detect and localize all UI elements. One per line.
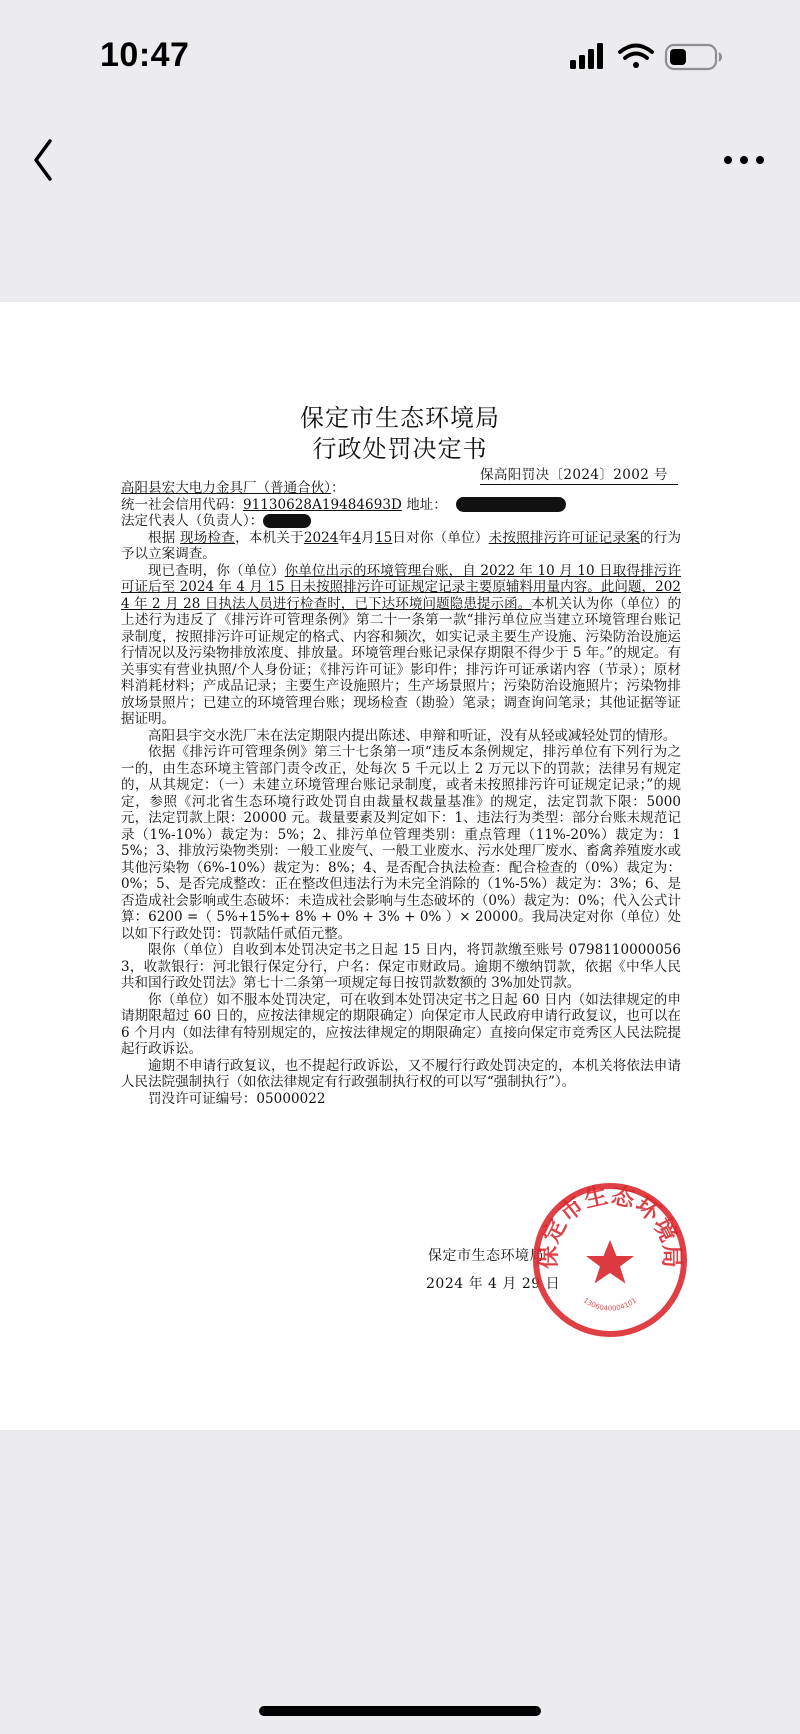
redacted-legal-rep [263,514,311,528]
doc-title-type: 行政处罚决定书 [312,435,488,463]
seal-text: 保定市生态环境局 [534,1181,686,1269]
party-line: 高阳县宏大电力金具厂（普通合伙）： [121,480,345,496]
paragraph-enforcement: 逾期不申请行政复议，也不提起行政诉讼，又不履行行政处罚决定的，本机关将依法申请人民法院强制执行（如依法律规定有行政强制执行权的可以写“强制执行”）。 [121,1057,681,1090]
paragraph-facts: 现已查明，你（单位）你单位出示的环境管理台账，自 2022 年 10 月 10 日取得排污许可证后至 2024 年 4 月 15 日未按照排污许可证规定记录主要原辅料用量内容。此问题，2024 年 2 月 28 日执法人员进行检查时，已下达环境问题隐患提示函。本机关认为你（单位）的上述行为违反了《排污许可管理条例》第二十一条第一款“排污单位应当建立环境管理台账记录制度，按照排污许可证规定的格式、内容和频次，如实记录主要生产设施、污染防治设施运行情况以及污染物排放浓度、排放量。环境管理台账记录保存期限不得少于 5 年。”的规定。有关事实有营业执照/个人身份证；《排污许可证》影印件；排污许可证承诺内容（节录）；原材料消耗材料；产成品记录；主要生产设施照片；生产场景照片；污染防治设施照片；污染物排放场景照片；已建立的环境管理台账；现场检查（勘验）笔录；调查询问笔录；其他证据等证据证明。 [121,562,682,727]
document-viewer[interactable] [0,302,800,1430]
home-indicator[interactable] [259,1706,541,1716]
seal-code: 1306040004101 [581,1296,639,1313]
status-time: 10:47 [100,36,190,74]
cellular-signal-icon [570,43,603,69]
svg-text:1306040004101 [582,1296,639,1312]
permit-number: 05000022 [256,1090,326,1107]
status-icons [570,42,740,72]
nav-bar [0,120,800,200]
status-bar [0,0,800,120]
permit-line: 罚没许可证编号：05000022 [148,1090,326,1107]
five-point-star-icon [586,1240,634,1284]
signing-date: 2024 年 4 月 29 日 [426,1276,561,1292]
penalty-decision-document [0,302,800,1430]
redacted-address [456,497,566,512]
back-button[interactable] [26,132,74,188]
paragraph-case-filing: 根据 现场检查，本机关于2024年4月15日对你（单位）未按照排污许可证记录案的行为予以立案调查。 [121,529,681,562]
paragraph-payment: 限你（单位）自收到本处罚决定书之日起 15 日内，将罚款缴至账号 07981100000563，收款银行：河北银行保定分行，户名：保定市财政局。逾期不缴纳罚款，依据《中华人民共和国行政处罚法》第七十二条第一项规定每日按罚款数额的 3%加处罚款。 [121,942,681,991]
chevron-left-icon [26,132,74,188]
party-name: 高阳县宏大电力金具厂（普通合伙） [121,480,332,496]
more-button[interactable] [716,140,776,180]
legal-rep-line: 法定代表人（负责人）： [121,513,681,530]
ellipsis-icon [716,140,776,180]
paragraph-appeal: 你（单位）如不服本处罚决定，可在收到本处罚决定书之日起 60 日内（如法律规定的申请期限超过 60 日的，应按法律规定的期限确定）向保定市人民政府申请行政复议，也可以在 6 个月内（如法律有特别规定的，应按法律规定的期限确定）直接向保定市竞秀区人民法院提起行政诉讼。 [121,991,681,1057]
doc-number: 保高阳罚决〔2024〕2002 号 [480,463,678,485]
battery-icon [666,45,721,69]
wifi-icon [620,46,652,69]
document-body [121,480,681,1107]
paragraph-statement: 高阳县宇交水洗厂未在法定期限内提出陈述、申辩和听证，没有从轻或减轻处罚的情形。 [148,727,677,744]
official-seal [530,1180,690,1340]
credit-code: 91130628A19484693D [242,496,402,513]
doc-title-agency: 保定市生态环境局 [300,404,500,432]
credit-code-line: 统一社会信用代码：91130628A19484693D 地址： [121,497,681,514]
paragraph-legal-basis: 依据《排污许可管理条例》第三十七条第一项“违反本条例规定，排污单位有下列行为之一的，由生态环境主管部门责令改正，处每次 5 千元以上 2 万元以下的罚款；法律另有规定的，从其规定：（一）未建立环境管理台账记录制度，或者未按照排污许可证规定记录；”的规定，参照《河北省生态环境行政处罚自由裁量权裁量基准》的规定，法定罚款下限：5000 元，法定罚款上限：20000 元。裁量要素及判定如下：1、违法行为类型：部分台账未规范记录（1%-10%）裁定为：5%；2、排污单位管理类别：重点管理（11%-20%）裁定为：15%；3、排放污染物类别：一般工业废气、一般工业废水、污水处理厂废水、畜禽养殖废水或其他污染物（6%-10%）裁定为：8%；4、是否配合执法检查：配合检查的（0%）裁定为：0%；5、是否完成整改：正在整改但违法行为未完全消除的（1%-5%）裁定为：3%；6、是否造成社会影响或生态破坏：未造成社会影响与生态破坏的（0%）裁定为：0%；代入公式计算：6200 =（ 5%+15%+ 8% + 0% + 3% + 0% ）× 20000。我局决定对你（单位）处以如下行政处罚：罚款陆仟贰佰元整。 [121,744,681,942]
signing-agency: 保定市生态环境局 [428,1248,544,1264]
